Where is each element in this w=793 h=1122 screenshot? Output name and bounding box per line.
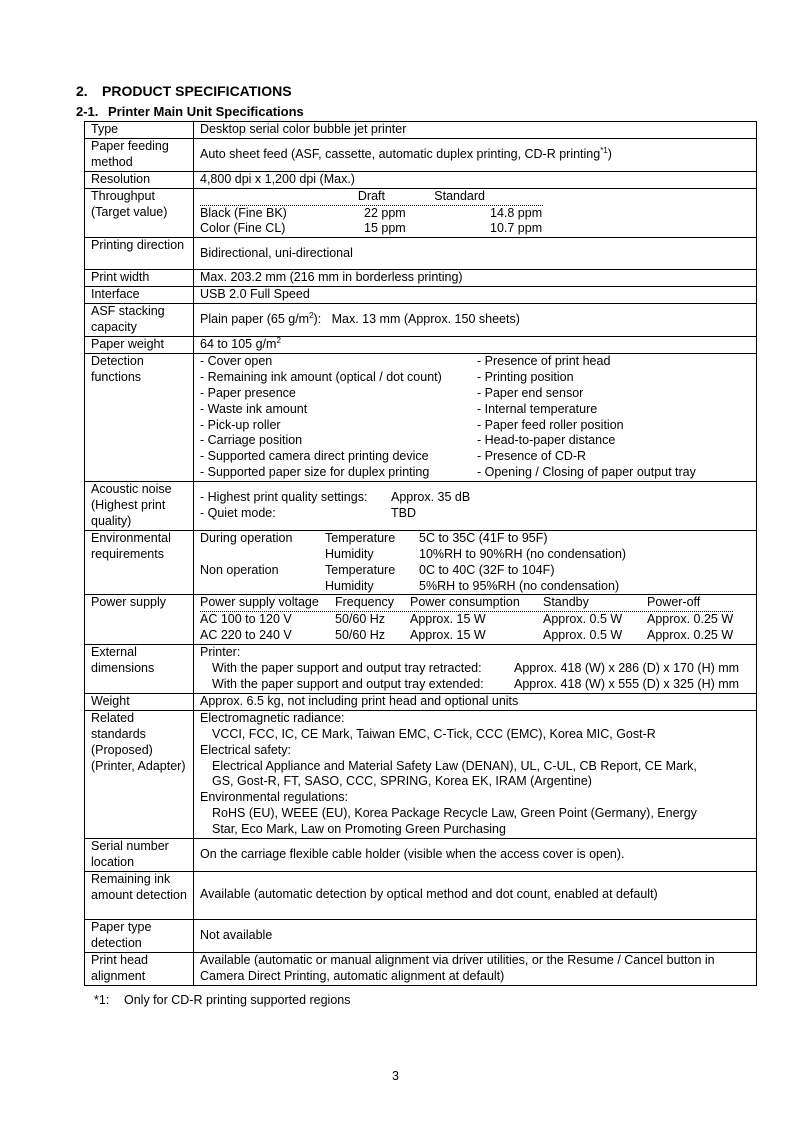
row-value: On the carriage flexible cable holder (visible when the access cover is open). bbox=[194, 839, 757, 872]
row-value: Printer: With the paper support and output tray retracted: Approx. 418 (W) x 286 (D) x 170 (H) mm With the paper support and output tray extended: Approx. 418 (W) x 555 (D) x 325 (H) mm bbox=[194, 645, 757, 694]
row-value: 4,800 dpi x 1,200 dpi (Max.) bbox=[194, 171, 757, 188]
row-acoustic bbox=[85, 482, 757, 531]
row-head-alignment bbox=[85, 952, 757, 985]
detection-list-right bbox=[477, 354, 696, 481]
row-value bbox=[194, 710, 757, 838]
list-item: - Pick-up roller bbox=[200, 417, 281, 432]
row-throughput bbox=[85, 188, 757, 238]
row-label: Type bbox=[85, 122, 194, 139]
list-item: - Carriage position bbox=[200, 433, 303, 448]
row-paper-feeding bbox=[85, 138, 757, 171]
row-value: Desktop serial color bubble jet printer bbox=[194, 122, 757, 139]
row-type bbox=[85, 122, 757, 139]
spec-table bbox=[84, 121, 757, 986]
standards-line: VCCI, FCC, IC, CE Mark, Taiwan EMC, C-Tick, CCC (EMC), Korea MIC, Gost-R bbox=[212, 726, 656, 741]
row-label: Throughput (Target value) bbox=[85, 188, 194, 238]
row-value bbox=[194, 482, 757, 531]
row-value: 64 to 105 $g/m^2$ bbox=[194, 336, 757, 353]
dimension-row: With the paper support and output tray retracted: Approx. 418 (W) x 286 (D) x 170 (H) mm bbox=[212, 661, 740, 676]
row-resolution bbox=[85, 171, 757, 188]
row-label: Remaining ink amount detection bbox=[85, 871, 194, 919]
row-value: Not available bbox=[194, 919, 757, 952]
standards-line: Star, Eco Mark, Law on Promoting Green Purchasing bbox=[212, 822, 506, 837]
footnote: *1: Only for CD-R printing supported regions bbox=[94, 993, 351, 1007]
row-label: Weight bbox=[85, 693, 194, 710]
row-weight bbox=[85, 693, 757, 710]
list-item: - Printing position bbox=[477, 369, 574, 384]
row-label: Power supply bbox=[85, 595, 194, 645]
power-row: AC 220 to 240 V 50/60 Hz Approx. 15 W Approx. 0.5 W Approx. 0.25 W bbox=[200, 628, 734, 643]
list-item: - Presence of print head bbox=[477, 353, 611, 368]
row-value bbox=[194, 353, 757, 481]
standards-line: GS, Gost-R, FT, SASO, CCC, SPRING, Korea EK, IRAM (Argentine) bbox=[212, 774, 592, 789]
row-label: Paper weight bbox=[85, 336, 194, 353]
env-row: During operation Temperature 5C to 35C (41F to 95F) bbox=[200, 530, 548, 545]
throughput-header: Draft Standard bbox=[200, 189, 543, 206]
standards-heading: Environmental regulations: bbox=[200, 790, 348, 805]
row-label: Print width bbox=[85, 270, 194, 287]
list-item: - Paper end sensor bbox=[477, 385, 584, 400]
dimension-row: With the paper support and output tray extended: Approx. 418 (W) x 555 (D) x 325 (H) mm bbox=[212, 677, 740, 691]
row-label: Print head alignment bbox=[85, 952, 194, 985]
row-label: External dimensions bbox=[85, 645, 194, 694]
list-item: - Cover open bbox=[200, 353, 273, 368]
row-remaining-ink bbox=[85, 871, 757, 919]
row-label: Detection functions bbox=[85, 353, 194, 481]
row-value: USB 2.0 Full Speed bbox=[194, 287, 757, 304]
list-item: - Paper feed roller position bbox=[477, 417, 624, 432]
acoustic-row: - Quiet mode: TBD bbox=[200, 505, 416, 520]
row-value bbox=[194, 188, 757, 238]
section-heading: 2. PRODUCT SPECIFICATIONS bbox=[76, 83, 292, 99]
row-serial-location bbox=[85, 839, 757, 872]
throughput-row: Color (Fine CL) 15 ppm 10.7 ppm bbox=[200, 221, 543, 236]
throughput-row: Black (Fine BK) 22 ppm 14.8 ppm bbox=[200, 205, 543, 220]
page-number: 3 bbox=[392, 1069, 399, 1083]
footnote-ref: *1 bbox=[600, 145, 608, 155]
list-item: - Opening / Closing of paper output tray bbox=[477, 465, 696, 480]
list-item: - Supported camera direct printing device bbox=[200, 449, 429, 464]
list-item: - Internal temperature bbox=[477, 401, 598, 416]
standards-heading: Electromagnetic radiance: bbox=[200, 710, 345, 725]
detection-list-left bbox=[200, 354, 477, 481]
row-power bbox=[85, 595, 757, 645]
row-standards bbox=[85, 710, 757, 838]
subsection-heading: 2-1. Printer Main Unit Specifications bbox=[76, 104, 304, 119]
row-label: Paper type detection bbox=[85, 919, 194, 952]
row-value: Available (automatic or manual alignment via driver utilities, or the Resume / Cancel button in Camera Direct Printing, automatic alignment at default) bbox=[194, 952, 757, 985]
list-item: - Supported paper size for duplex printing bbox=[200, 465, 430, 480]
standards-line: RoHS (EU), WEEE (EU), Korea Package Recycle Law, Green Point (Germany), Energy bbox=[212, 806, 697, 821]
row-print-width bbox=[85, 270, 757, 287]
row-label: Paper feeding method bbox=[85, 138, 194, 171]
acoustic-row: - Highest print quality settings: Approx. 35 dB bbox=[200, 490, 471, 505]
row-value bbox=[194, 530, 757, 595]
row-label: Serial number location bbox=[85, 839, 194, 872]
env-row: Humidity 10%RH to 90%RH (no condensation) bbox=[325, 546, 627, 561]
row-label: Acoustic noise (Highest print quality) bbox=[85, 482, 194, 531]
row-label: Printing direction bbox=[85, 238, 194, 270]
row-value: Available (automatic detection by optical method and dot count, enabled at default) bbox=[194, 871, 757, 919]
row-printing-direction bbox=[85, 238, 757, 270]
list-item: - Head-to-paper distance bbox=[477, 433, 616, 448]
row-label: Resolution bbox=[85, 171, 194, 188]
standards-heading: Electrical safety: bbox=[200, 742, 292, 757]
row-value: Bidirectional, uni-directional bbox=[194, 238, 757, 270]
row-value: Auto sheet feed (ASF, cassette, automatic duplex printing, CD-R printing$^{*1}$) bbox=[194, 138, 757, 171]
row-detection bbox=[85, 353, 757, 481]
row-environmental bbox=[85, 530, 757, 595]
row-value: Approx. 6.5 kg, not including print head and optional units bbox=[194, 693, 757, 710]
list-item: - Waste ink amount bbox=[200, 401, 308, 416]
power-header: Power supply voltage Frequency Power consumption Standby Power-off bbox=[200, 595, 733, 612]
row-interface bbox=[85, 287, 757, 304]
list-item: - Paper presence bbox=[200, 385, 296, 400]
env-row: Non operation Temperature 0C to 40C (32F to 104F) bbox=[200, 562, 555, 577]
row-label: ASF stacking capacity bbox=[85, 304, 194, 337]
row-value: Max. 203.2 mm (216 mm in borderless printing) bbox=[194, 270, 757, 287]
standards-line: Electrical Appliance and Material Safety Law (DENAN), UL, C-UL, CB Report, CE Mark, bbox=[212, 758, 697, 773]
env-row: Humidity 5%RH to 95%RH (no condensation) bbox=[325, 578, 620, 593]
row-value bbox=[194, 595, 757, 645]
row-value: Plain paper (65 $g/m^2$): Max. 13 mm (Approx. 150 sheets) bbox=[194, 304, 757, 337]
power-row: AC 100 to 120 V 50/60 Hz Approx. 15 W Approx. 0.5 W Approx. 0.25 W bbox=[200, 612, 734, 627]
row-asf-capacity bbox=[85, 304, 757, 337]
row-external bbox=[85, 645, 757, 694]
row-paper-weight bbox=[85, 336, 757, 353]
row-label: Environmental requirements bbox=[85, 530, 194, 595]
row-paper-type bbox=[85, 919, 757, 952]
row-label: Related standards (Proposed) (Printer, Adapter) bbox=[85, 710, 194, 838]
row-label: Interface bbox=[85, 287, 194, 304]
list-item: - Remaining ink amount (optical / dot count) bbox=[200, 369, 442, 384]
list-item: - Presence of CD-R bbox=[477, 449, 587, 464]
